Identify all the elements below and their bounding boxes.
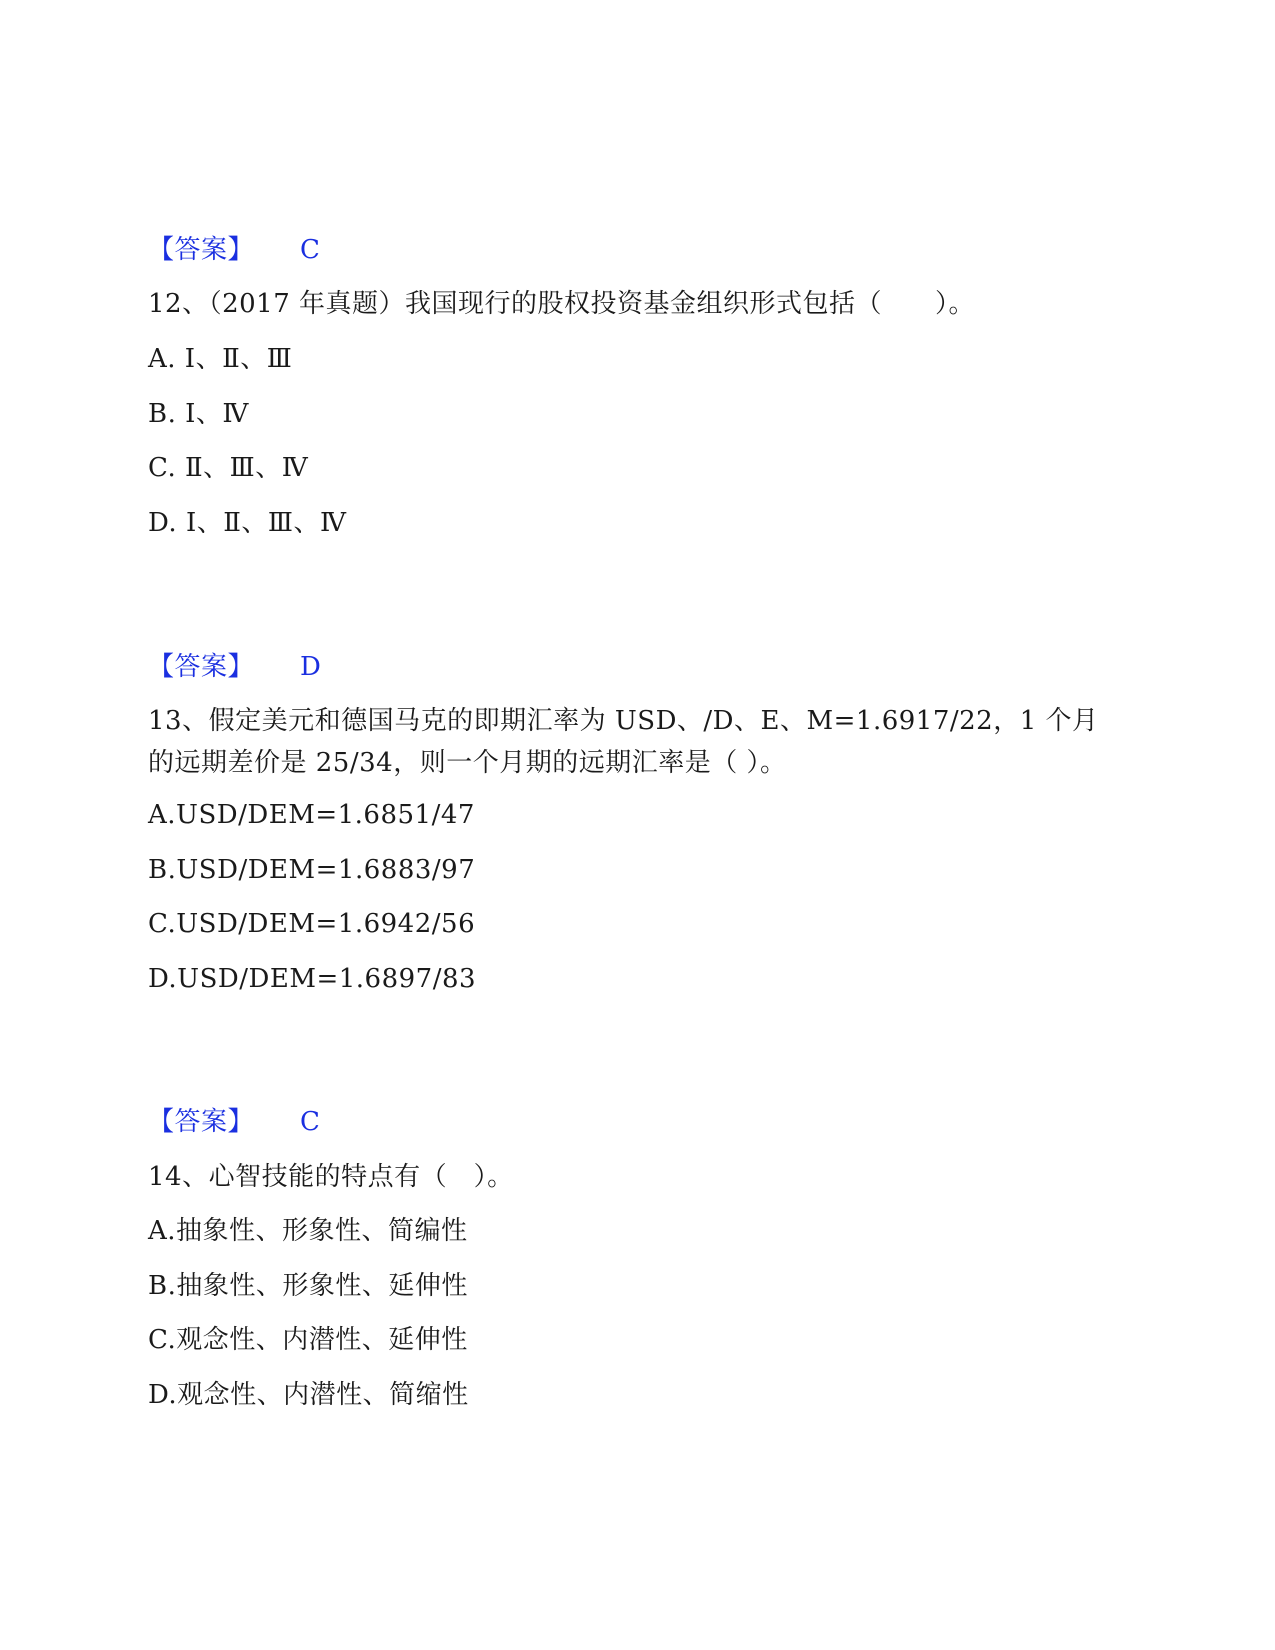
option-c: C.观念性、内潜性、延伸性 xyxy=(148,1325,468,1355)
answer-value: D xyxy=(300,652,322,682)
answer-label: 【答案】 xyxy=(148,1107,255,1137)
answer-row xyxy=(148,234,320,266)
answer-label: 【答案】 xyxy=(148,652,255,682)
option-a: A.USD/DEM=1.6851/47 xyxy=(148,800,475,830)
option-b: B.USD/DEM=1.6883/97 xyxy=(148,855,476,885)
option-b: B.抽象性、形象性、延伸性 xyxy=(148,1271,468,1301)
answer-value: C xyxy=(300,1107,321,1137)
answer-row xyxy=(148,1106,320,1138)
answer-label: 【答案】 xyxy=(148,235,255,265)
option-c: C.USD/DEM=1.6942/56 xyxy=(148,909,476,939)
option-d: D. Ⅰ、Ⅱ、Ⅲ、Ⅳ xyxy=(148,508,347,538)
option-d: D.观念性、内潜性、简缩性 xyxy=(148,1380,469,1410)
option-d: D.USD/DEM=1.6897/83 xyxy=(148,964,477,994)
option-c: C. Ⅱ、Ⅲ、Ⅳ xyxy=(148,453,309,483)
option-b: B. Ⅰ、Ⅳ xyxy=(148,399,249,429)
answer-row xyxy=(148,651,321,683)
option-a: A.抽象性、形象性、简编性 xyxy=(148,1216,468,1246)
question-12: 12、（2017 年真题）我国现行的股权投资基金组织形式包括（ ）。 xyxy=(148,289,976,319)
option-a: A. Ⅰ、Ⅱ、Ⅲ xyxy=(148,344,293,374)
question-14: 14、心智技能的特点有（ ）。 xyxy=(148,1162,514,1192)
answer-value: C xyxy=(300,235,321,265)
question-13: 13、假定美元和德国马克的即期汇率为 USD、/D、E、M=1.6917/22，1 个月的远期差价是 25/34，则一个月期的远期汇率是（ ）。 xyxy=(148,706,1099,778)
